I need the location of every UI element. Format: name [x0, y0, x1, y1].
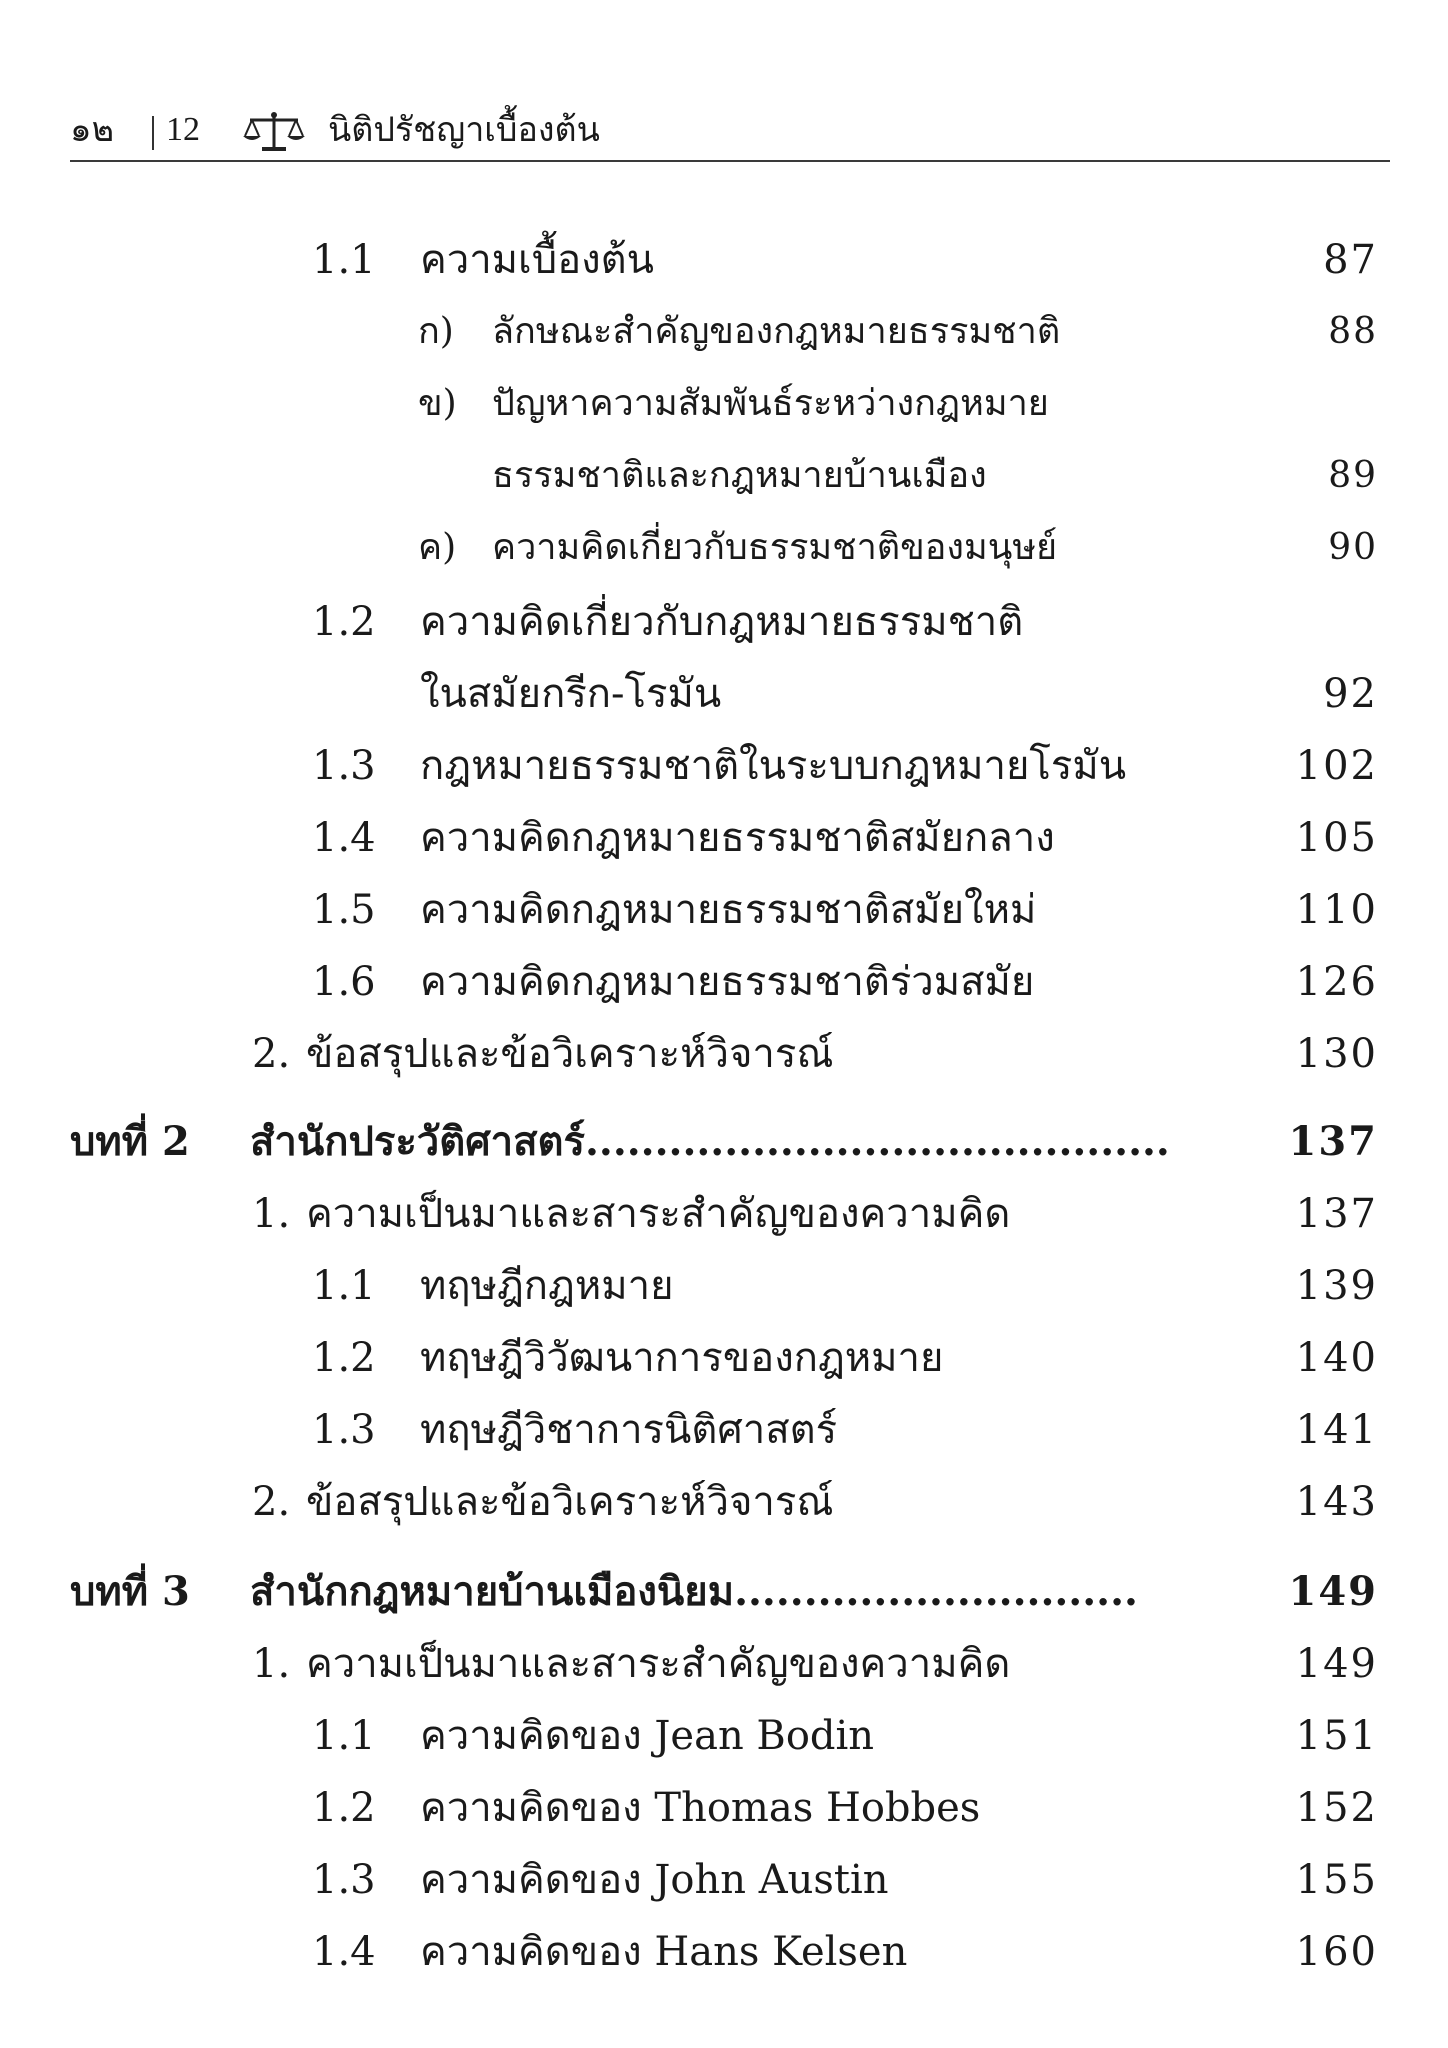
- toc-number: 1.3: [312, 1407, 376, 1453]
- toc-number: ข): [418, 383, 457, 424]
- toc-number: 1.2: [312, 1785, 376, 1831]
- toc-number: ค): [418, 527, 457, 568]
- toc-title: ธรรมชาติและกฎหมายบ้านเมือง: [492, 455, 987, 496]
- toc-number: ก): [418, 311, 454, 352]
- toc-number: 1.2: [312, 1335, 376, 1381]
- toc-chapter-row: [0, 1560, 1448, 1624]
- toc-row: [0, 1848, 1448, 1912]
- toc-row: [0, 1920, 1448, 1984]
- toc-page: 160: [1295, 1929, 1378, 1975]
- toc-row: [0, 950, 1448, 1014]
- toc-page: 149: [1288, 1568, 1378, 1615]
- toc-number: 1.1: [312, 1713, 376, 1759]
- toc-page: 149: [1295, 1641, 1378, 1687]
- page-number-thai: ๑๒: [70, 110, 114, 150]
- toc-row: [0, 806, 1448, 870]
- toc-number: 1.5: [312, 887, 376, 933]
- toc-title: ความคิดกฎหมายธรรมชาติร่วมสมัย: [420, 959, 1035, 1005]
- toc-row: [0, 300, 1448, 364]
- toc-page: 155: [1295, 1857, 1378, 1903]
- toc-number: 1.1: [312, 237, 376, 283]
- toc-title: ปัญหาความสัมพันธ์ระหว่างกฎหมาย: [492, 383, 1049, 424]
- toc-title: ทฤษฎีวิชาการนิติศาสตร์: [420, 1407, 838, 1453]
- toc-page: 89: [1328, 455, 1378, 496]
- toc-row: [0, 372, 1448, 436]
- chapter-title: สำนักประวัติศาสตร์..........................................: [250, 1118, 1170, 1165]
- toc-title: ข้อสรุปและข้อวิเคราะห์วิจารณ์: [306, 1031, 834, 1077]
- toc-row: [0, 1326, 1448, 1390]
- toc-title: ความคิดของ Hans Kelsen: [420, 1929, 908, 1975]
- running-header: [70, 108, 1390, 162]
- toc-row: [0, 590, 1448, 654]
- toc-number: 1.: [252, 1641, 291, 1687]
- toc-page: 126: [1295, 959, 1378, 1005]
- toc-row: [0, 1254, 1448, 1318]
- toc-row: [0, 228, 1448, 292]
- toc-page: 110: [1295, 887, 1378, 933]
- page-number: 12: [166, 111, 200, 148]
- chapter-number: บทที่ 3: [70, 1568, 190, 1615]
- toc-number: 1.4: [312, 815, 376, 861]
- header-divider: [152, 116, 154, 150]
- toc-row: [0, 516, 1448, 580]
- toc-chapter-row: [0, 1110, 1448, 1174]
- toc-number: 1.3: [312, 1857, 376, 1903]
- toc-title: ความคิดเกี่ยวกับกฎหมายธรรมชาติ: [420, 599, 1024, 645]
- toc-page: 137: [1288, 1118, 1378, 1165]
- toc-page: 152: [1295, 1785, 1378, 1831]
- toc-row: [0, 662, 1448, 726]
- toc-row: [0, 1022, 1448, 1086]
- toc-row: [0, 1632, 1448, 1696]
- toc-title: ในสมัยกรีก-โรมัน: [420, 671, 722, 717]
- toc-page: 87: [1323, 237, 1378, 283]
- toc-page: 90: [1328, 527, 1378, 568]
- toc-title: ความคิดของ Jean Bodin: [420, 1713, 875, 1759]
- toc-title: ความคิดของ John Austin: [420, 1857, 889, 1903]
- toc-page: 105: [1295, 815, 1378, 861]
- toc-number: 1.2: [312, 599, 376, 645]
- toc-number: 1.: [252, 1191, 291, 1237]
- toc-page: 140: [1295, 1335, 1378, 1381]
- toc-row: [0, 1398, 1448, 1462]
- toc-row: [0, 734, 1448, 798]
- chapter-title: สำนักกฎหมายบ้านเมืองนิยม.............................: [250, 1568, 1138, 1615]
- toc-number: 2.: [252, 1479, 291, 1525]
- toc-title: ความเป็นมาและสาระสำคัญของความคิด: [306, 1191, 1011, 1237]
- toc-row: [0, 444, 1448, 508]
- toc-title: กฎหมายธรรมชาติในระบบกฎหมายโรมัน: [420, 743, 1127, 789]
- toc-row: [0, 878, 1448, 942]
- chapter-number: บทที่ 2: [70, 1118, 190, 1165]
- toc-number: 1.3: [312, 743, 376, 789]
- toc-page: 151: [1295, 1713, 1378, 1759]
- toc-title: ทฤษฎีวิวัฒนาการของกฎหมาย: [420, 1335, 944, 1381]
- toc-number: 2.: [252, 1031, 291, 1077]
- book-title: นิติปรัชญาเบื้องต้น: [328, 110, 600, 150]
- toc-row: [0, 1776, 1448, 1840]
- toc-row: [0, 1470, 1448, 1534]
- toc-row: [0, 1182, 1448, 1246]
- toc-title: ความเบื้องต้น: [420, 237, 654, 283]
- toc-number: 1.6: [312, 959, 376, 1005]
- scales-of-justice-icon: [242, 110, 306, 152]
- toc-number: 1.1: [312, 1263, 376, 1309]
- toc-page: 102: [1295, 743, 1378, 789]
- toc-page: 141: [1295, 1407, 1378, 1453]
- toc-title: ข้อสรุปและข้อวิเคราะห์วิจารณ์: [306, 1479, 834, 1525]
- toc-page: 88: [1328, 311, 1378, 352]
- toc-title: ลักษณะสำคัญของกฎหมายธรรมชาติ: [492, 311, 1061, 352]
- toc-title: ความคิดเกี่ยวกับธรรมชาติของมนุษย์: [492, 527, 1058, 568]
- toc-title: ทฤษฎีกฎหมาย: [420, 1263, 674, 1309]
- toc-row: [0, 1704, 1448, 1768]
- toc-title: ความเป็นมาและสาระสำคัญของความคิด: [306, 1641, 1011, 1687]
- toc-title: ความคิดกฎหมายธรรมชาติสมัยกลาง: [420, 815, 1055, 861]
- toc-page: 143: [1295, 1479, 1378, 1525]
- toc-page: 92: [1323, 671, 1378, 717]
- toc-number: 1.4: [312, 1929, 376, 1975]
- toc-page: 137: [1295, 1191, 1378, 1237]
- toc-title: ความคิดกฎหมายธรรมชาติสมัยใหม่: [420, 887, 1037, 933]
- toc-title: ความคิดของ Thomas Hobbes: [420, 1785, 981, 1831]
- toc-page: 130: [1295, 1031, 1378, 1077]
- toc-page: 139: [1295, 1263, 1378, 1309]
